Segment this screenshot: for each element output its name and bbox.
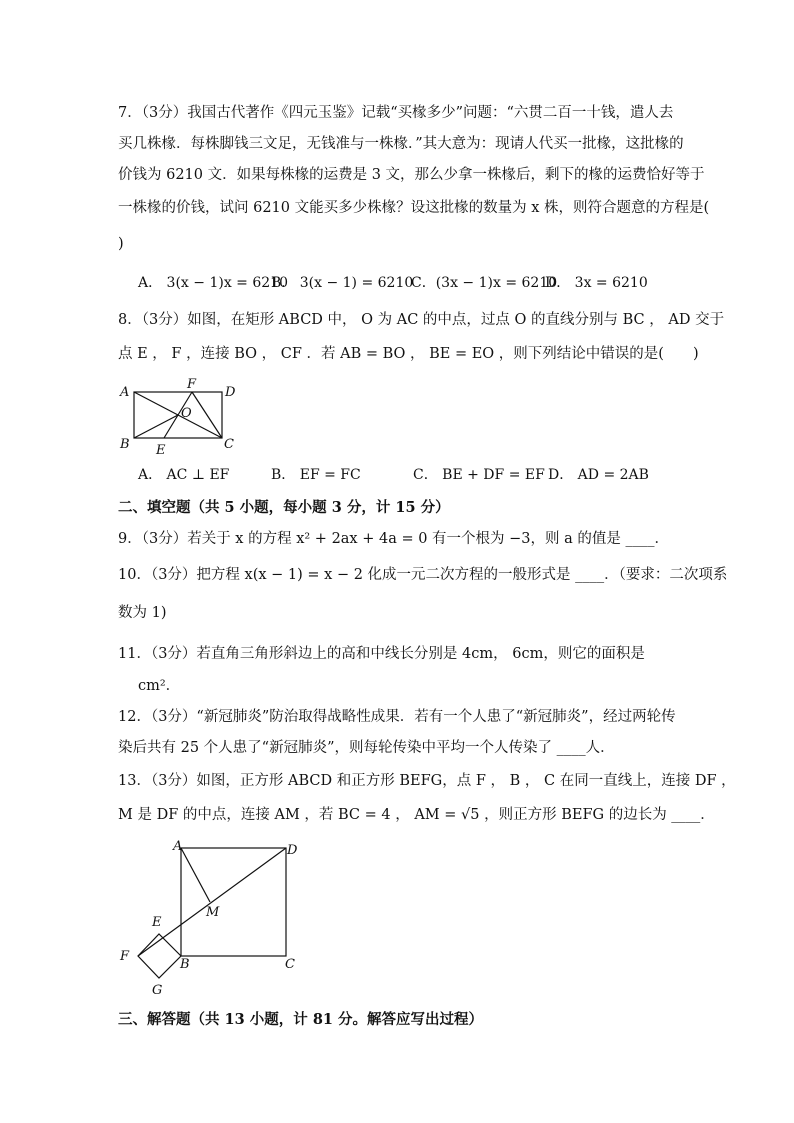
q7-option-a: A． 3(x − 1)x = 6210 bbox=[138, 275, 288, 291]
q11-line-2: cm²． bbox=[138, 678, 181, 694]
label-b: B bbox=[120, 437, 130, 452]
line-cf bbox=[192, 392, 222, 438]
section2-title: 二、填空题（共 5 小题，每小题 3 分，计 15 分） bbox=[118, 499, 450, 516]
label-c: C bbox=[224, 437, 234, 452]
label-d: D bbox=[225, 385, 236, 400]
label-d: D bbox=[287, 843, 298, 858]
label-e: E bbox=[152, 915, 162, 930]
label-e: E bbox=[156, 443, 166, 458]
label-g: G bbox=[152, 983, 163, 998]
label-b: B bbox=[180, 957, 190, 972]
q7-option-b: B． 3(x − 1) = 6210 bbox=[271, 275, 414, 291]
q7-line-3: 价钱为 6210 文．如果每株椽的运费是 3 文，那么少拿一株椽后，剩下的椽的运费恰好等于 bbox=[118, 167, 705, 183]
label-f: F bbox=[187, 377, 197, 392]
label-m: M bbox=[206, 905, 220, 920]
q11-line-1: 11．（3分）若直角三角形斜边上的高和中线长分别是 4cm， 6cm，则它的面积是 bbox=[118, 646, 645, 662]
q12-line-2: 染后共有 25 个人患了“新冠肺炎”，则每轮传染中平均一个人传染了 ____人． bbox=[118, 740, 615, 756]
q7-line-5: ) bbox=[118, 236, 124, 252]
q7-line-4: 一株椽的价钱，试问 6210 文能买多少株椽？设这批椽的数量为 x 株，则符合题意的方程是( bbox=[118, 200, 710, 216]
q13-squares-figure bbox=[112, 836, 312, 1000]
label-c: C bbox=[285, 957, 295, 972]
square-abcd bbox=[181, 848, 286, 956]
q8-line-1: 8．（3分）如图，在矩形 ABCD 中， O 为 AC 的中点，过点 O 的直线分别与 BC ， AD 交于 bbox=[118, 312, 725, 328]
q7-option-c: C．(3x − 1)x = 6210 bbox=[411, 275, 558, 291]
line-df bbox=[138, 848, 286, 956]
q13-line-1: 13．（3分）如图，正方形 ABCD 和正方形 BEFG，点 F ， B ， C 在同一直线上，连接 DF ， bbox=[118, 773, 736, 789]
q10-line-1: 10．（3分）把方程 x(x − 1) = x − 2 化成一元二次方程的一般形式是 ____．（要求：二次项系 bbox=[118, 567, 728, 583]
label-a: A bbox=[120, 385, 130, 400]
label-f: F bbox=[120, 949, 130, 964]
q9-line-1: 9．（3分）若关于 x 的方程 x² + 2ax + 4a = 0 有一个根为 −3，则 a 的值是 ____． bbox=[118, 531, 670, 547]
label-o: O bbox=[181, 406, 192, 421]
q7-line-1: 7．（3分）我国古代著作《四元玉鉴》记载“买椽多少”问题：“六贯二百一十钱，遣人去 bbox=[118, 105, 674, 121]
line-am bbox=[181, 848, 210, 902]
q8-option-c: C． BE + DF = EF bbox=[413, 467, 545, 483]
q8-option-b: B． EF = FC bbox=[271, 467, 361, 483]
q7-option-d: D． 3x = 6210 bbox=[545, 275, 648, 291]
q12-line-1: 12．（3分）“新冠肺炎”防治取得战略性成果．若有一个人患了“新冠肺炎”，经过两轮传 bbox=[118, 709, 676, 725]
q13-line-2: M 是 DF 的中点，连接 AM ，若 BC = 4 ， AM = √5 ，则正方形 BEFG 的边长为 ____． bbox=[118, 807, 715, 823]
q8-line-2: 点 E ， F ，连接 BO ， CF ．若 AB = BO ， BE = EO ，则下列结论中错误的是( ) bbox=[118, 346, 699, 362]
q8-rectangle-figure bbox=[112, 376, 242, 458]
label-a: A bbox=[173, 839, 183, 854]
q10-line-2: 数为 1) bbox=[118, 605, 167, 621]
section3-title: 三、解答题（共 13 小题，计 81 分。解答应写出过程） bbox=[118, 1011, 484, 1028]
q8-option-a: A． AC ⊥ EF bbox=[138, 467, 230, 483]
q7-line-2: 买几株椽．每株脚钱三文足，无钱准与一株椽．”其大意为：现请人代买一批椽，这批椽的 bbox=[118, 136, 684, 152]
q8-option-d: D． AD = 2AB bbox=[548, 467, 649, 483]
